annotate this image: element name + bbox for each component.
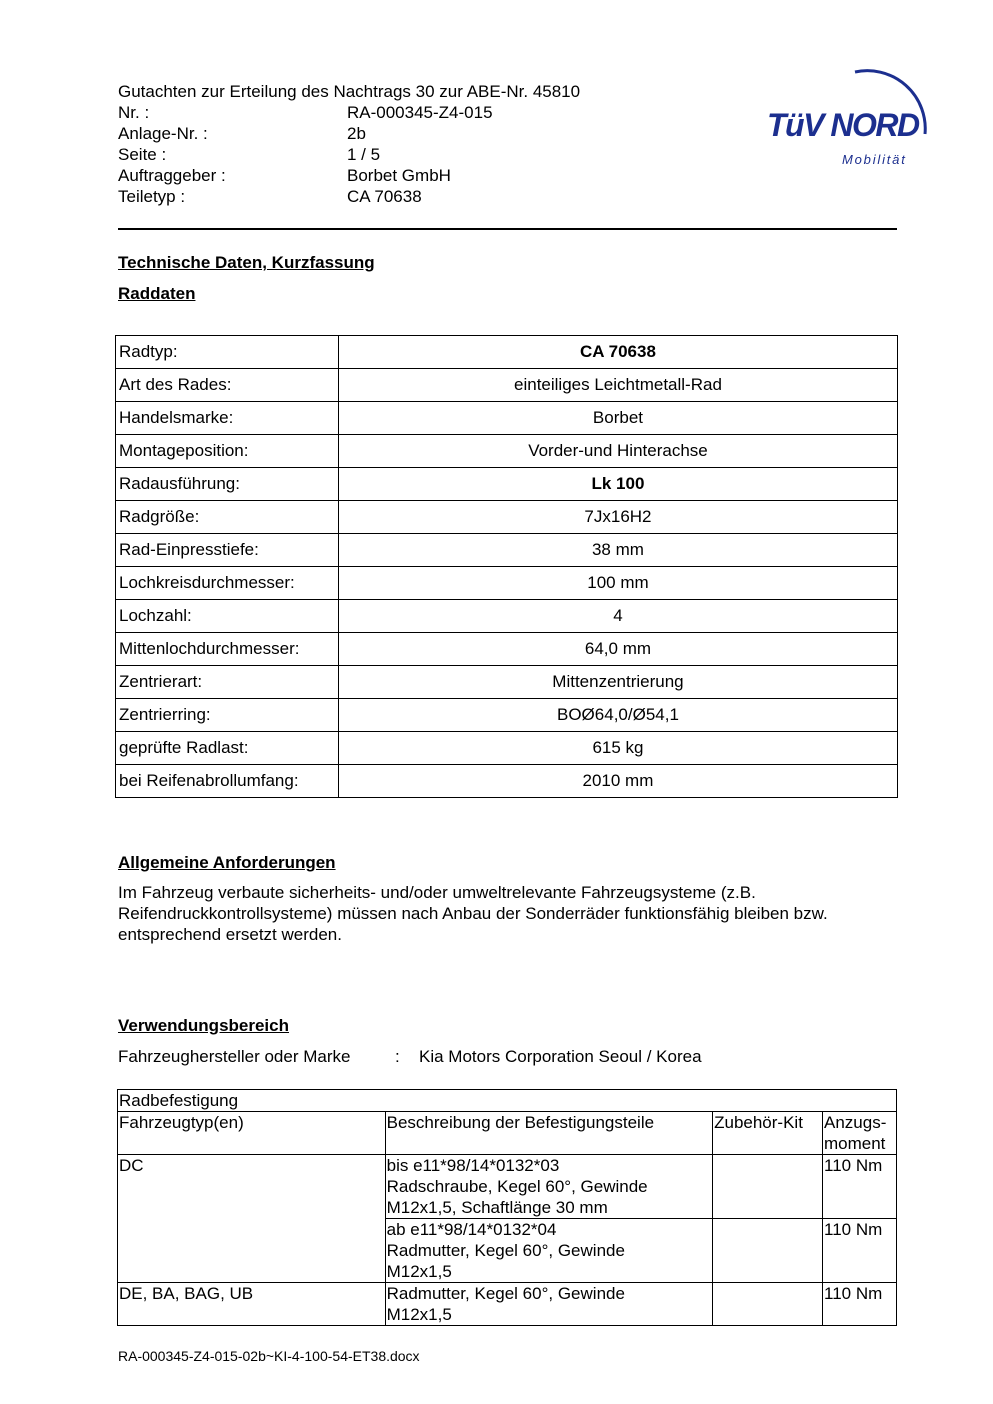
table-row xyxy=(116,600,898,633)
cell-fahrzeugtyp: DC xyxy=(118,1155,386,1283)
manufacturer-separator: : xyxy=(395,1047,400,1066)
desc-line: M12x1,5 xyxy=(386,1305,452,1324)
table-row xyxy=(116,666,898,699)
section-title-technische-daten: Technische Daten, Kurzfassung xyxy=(118,253,375,272)
row-label: Radgröße: xyxy=(116,501,339,534)
desc-line: Radmutter, Kegel 60°, Gewinde xyxy=(386,1241,625,1260)
header-row-nr xyxy=(118,102,493,123)
table-row xyxy=(116,699,898,732)
row-value: 100 mm xyxy=(338,567,897,600)
table-row xyxy=(116,633,898,666)
row-label: Rad-Einpresstiefe: xyxy=(116,534,339,567)
raddaten-table xyxy=(115,335,898,798)
header-value: 2b xyxy=(347,124,366,143)
table-header-row xyxy=(118,1112,897,1155)
header-label: Auftraggeber : xyxy=(118,166,226,185)
table-row xyxy=(116,435,898,468)
header-row-auftraggeber xyxy=(118,165,493,186)
desc-line: M12x1,5, Schaftlänge 30 mm xyxy=(386,1198,608,1217)
cell-anzugsmoment: 110 Nm xyxy=(823,1283,897,1326)
row-value: Vorder-und Hinterachse xyxy=(338,435,897,468)
row-label: Lochkreisdurchmesser: xyxy=(116,567,339,600)
row-value: 7Jx16H2 xyxy=(338,501,897,534)
table-row xyxy=(116,336,898,369)
header-label: Anlage-Nr. : xyxy=(118,124,208,143)
table-row xyxy=(116,534,898,567)
header-value: RA-000345-Z4-015 xyxy=(347,103,493,122)
row-value: Lk 100 xyxy=(338,468,897,501)
row-value: 38 mm xyxy=(338,534,897,567)
header-row-anlage xyxy=(118,123,493,144)
paragraph-line: Im Fahrzeug verbaute sicherheits- und/oder umweltrelevante Fahrzeugsysteme (z.B. xyxy=(118,883,756,902)
table-row xyxy=(116,765,898,798)
cell-beschreibung xyxy=(385,1219,713,1283)
paragraph-line: Reifendruckkontrollsysteme) müssen nach Anbau der Sonderräder funktionsfähig bleiben bzw. xyxy=(118,904,828,923)
row-label: Mittenlochdurchmesser: xyxy=(116,633,339,666)
row-value: Mittenzentrierung xyxy=(338,666,897,699)
table-row xyxy=(118,1283,897,1326)
row-value: CA 70638 xyxy=(338,336,897,369)
cell-anzugsmoment: 110 Nm xyxy=(823,1155,897,1219)
row-label: Zentrierring: xyxy=(116,699,339,732)
header-value: Borbet GmbH xyxy=(347,166,451,185)
cell-beschreibung xyxy=(385,1283,713,1326)
desc-line: bis e11*98/14*0132*03 xyxy=(386,1156,560,1175)
cell-fahrzeugtyp: DE, BA, BAG, UB xyxy=(118,1283,386,1326)
header-zubehoer-kit: Zubehör-Kit xyxy=(713,1112,823,1155)
header-info xyxy=(118,102,493,207)
cell-beschreibung xyxy=(385,1155,713,1219)
header-label: Seite : xyxy=(118,145,167,164)
row-label: Radtyp: xyxy=(116,336,339,369)
desc-line: Radmutter, Kegel 60°, Gewinde xyxy=(386,1284,625,1303)
footer-filename: RA-000345-Z4-015-02b~KI-4-100-54-ET38.docx xyxy=(118,1348,420,1364)
header-row-seite xyxy=(118,144,493,165)
header-value: 1 / 5 xyxy=(347,145,381,164)
row-label: bei Reifenabrollumfang: xyxy=(116,765,339,798)
table-title-row xyxy=(118,1090,897,1112)
header-beschreibung: Beschreibung der Befestigungsteile xyxy=(385,1112,713,1155)
manufacturer-line xyxy=(118,1046,702,1067)
row-label: Handelsmarke: xyxy=(116,402,339,435)
section-subtitle-raddaten: Raddaten xyxy=(118,284,196,303)
header-value: CA 70638 xyxy=(347,187,422,206)
logo-subtitle: Mobilität xyxy=(842,152,907,167)
table-title: Radbefestigung xyxy=(118,1090,897,1112)
row-value: Borbet xyxy=(338,402,897,435)
desc-line: ab e11*98/14*0132*04 xyxy=(386,1220,557,1239)
table-row xyxy=(116,732,898,765)
header-anzugsmoment-line: moment xyxy=(824,1134,886,1153)
row-label: Art des Rades: xyxy=(116,369,339,402)
section-title-verwendungsbereich: Verwendungsbereich xyxy=(118,1016,289,1035)
row-value: 4 xyxy=(338,600,897,633)
row-label: geprüfte Radlast: xyxy=(116,732,339,765)
row-value: BOØ64,0/Ø54,1 xyxy=(338,699,897,732)
table-row xyxy=(116,369,898,402)
logo-brand: TüV NORD xyxy=(767,107,919,143)
cell-anzugsmoment: 110 Nm xyxy=(823,1219,897,1283)
header-anzugsmoment xyxy=(823,1112,897,1155)
table-row xyxy=(116,567,898,600)
radbefestigung-table xyxy=(117,1089,897,1326)
row-label: Montageposition: xyxy=(116,435,339,468)
tuev-nord-logo xyxy=(755,56,945,176)
cell-zubehoer-kit xyxy=(713,1283,823,1326)
desc-line: M12x1,5 xyxy=(386,1262,452,1281)
row-value: 615 kg xyxy=(338,732,897,765)
section-title-allgemeine-anforderungen: Allgemeine Anforderungen xyxy=(118,853,336,872)
header-row-teiletyp xyxy=(118,186,493,207)
table-row xyxy=(118,1155,897,1219)
header-anzugsmoment-line: Anzugs- xyxy=(824,1113,887,1132)
anforderungen-text xyxy=(118,882,908,945)
row-value: 64,0 mm xyxy=(338,633,897,666)
manufacturer-label: Fahrzeughersteller oder Marke xyxy=(118,1047,351,1066)
table-row xyxy=(116,402,898,435)
table-row xyxy=(116,501,898,534)
row-label: Zentrierart: xyxy=(116,666,339,699)
header-label: Nr. : xyxy=(118,103,150,122)
row-value: einteiliges Leichtmetall-Rad xyxy=(338,369,897,402)
header-divider xyxy=(118,228,897,230)
cell-zubehoer-kit xyxy=(713,1219,823,1283)
paragraph-line: entsprechend ersetzt werden. xyxy=(118,925,342,944)
document-title: Gutachten zur Erteilung des Nachtrags 30 zur ABE-Nr. 45810 xyxy=(118,82,581,101)
row-value: 2010 mm xyxy=(338,765,897,798)
row-label: Lochzahl: xyxy=(116,600,339,633)
desc-line: Radschraube, Kegel 60°, Gewinde xyxy=(386,1177,648,1196)
cell-zubehoer-kit xyxy=(713,1155,823,1219)
row-label: Radausführung: xyxy=(116,468,339,501)
manufacturer-value: Kia Motors Corporation Seoul / Korea xyxy=(419,1047,702,1066)
header-fahrzeugtyp: Fahrzeugtyp(en) xyxy=(118,1112,386,1155)
header-label: Teiletyp : xyxy=(118,187,186,206)
table-row xyxy=(116,468,898,501)
